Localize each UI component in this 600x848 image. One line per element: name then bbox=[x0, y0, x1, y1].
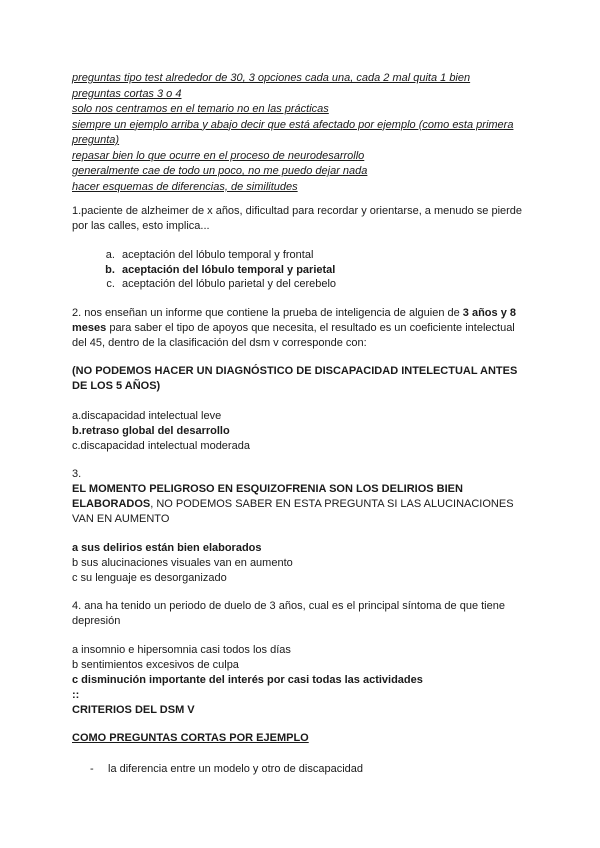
question-4-options bbox=[72, 643, 532, 718]
question-4-option-a: a insomnio e hipersomnia casi todos los días bbox=[72, 644, 291, 656]
question-2-note: (NO PODEMOS HACER UN DIAGNÓSTICO DE DISCAPACIDAD INTELECTUAL ANTES DE LOS 5 AÑOS) bbox=[72, 365, 518, 392]
note-line: preguntas cortas 3 o 4 bbox=[72, 87, 182, 100]
note-line: preguntas tipo test alrededor de 30, 3 opciones cada una, cada 2 mal quita 1 bien bbox=[72, 72, 471, 84]
question-3-option-b: b sus alucinaciones visuales van en aumento bbox=[72, 557, 293, 569]
question-3-note-bold: EL MOMENTO PELIGROSO EN ESQUIZOFRENIA SON LOS DELIRIOS BIEN ELABORADOS bbox=[72, 483, 463, 510]
short-questions-list bbox=[72, 762, 532, 777]
note-line: solo nos centramos en el temario no en las prácticas bbox=[72, 103, 329, 115]
question-1-option-c: c. aceptación del lóbulo parietal y del cerebelo bbox=[118, 277, 532, 292]
note-line: pregunta) bbox=[72, 134, 120, 146]
question-2-age: 3 años y 8 meses bbox=[72, 307, 516, 334]
question-2-options bbox=[72, 409, 532, 454]
short-question-item: - la diferencia entre un modelo y otro de discapacidad bbox=[90, 762, 532, 777]
question-4-option-c: c disminución importante del interés por casi todas las actividades bbox=[72, 674, 423, 686]
study-notes bbox=[72, 71, 542, 195]
question-2-option-b: b.retraso global del desarrollo bbox=[72, 425, 230, 437]
question-4-criteria: CRITERIOS DEL DSM V bbox=[72, 704, 195, 716]
question-1-option-a: a. aceptación del lóbulo temporal y frontal bbox=[118, 248, 532, 263]
short-questions-heading: COMO PREGUNTAS CORTAS POR EJEMPLO bbox=[72, 732, 309, 744]
question-4-marker: :: bbox=[72, 689, 80, 701]
question-2-text-end: para saber el tipo de apoyos que necesita, el resultado es un coeficiente intelectual del 45, dentro de la clasificación del dsm v corresponde con: bbox=[72, 322, 515, 349]
note-line: hacer esquemas de diferencias, de similitudes bbox=[72, 180, 298, 193]
question-2-text-start: 2. nos enseñan un informe que contiene la prueba de inteligencia de alguien de bbox=[72, 307, 463, 319]
note-line: generalmente cae de todo un poco, no me puedo dejar nada bbox=[72, 165, 368, 177]
question-1-text: 1.paciente de alzheimer de x años, dificultad para recordar y orientarse, a menudo se pierde por las calles, esto implica... bbox=[72, 205, 523, 232]
question-2-option-a: a.discapacidad intelectual leve bbox=[72, 410, 222, 422]
question-3-option-a: a sus delirios están bien elaborados bbox=[72, 542, 262, 554]
question-3-note bbox=[72, 482, 532, 527]
question-1-option-b: b. aceptación del lóbulo temporal y parietal bbox=[118, 263, 532, 278]
question-3-note-rest: , NO PODEMOS SABER EN ESTA PREGUNTA SI LAS ALUCINACIONES VAN EN AUMENTO bbox=[72, 498, 514, 525]
note-line: repasar bien lo que ocurre en el proceso de neurodesarrollo bbox=[72, 149, 365, 162]
question-4-text: 4. ana ha tenido un periodo de duelo de 3 años, cual es el principal síntoma de que tiene depresión bbox=[72, 600, 505, 627]
question-3-option-c: c su lenguaje es desorganizado bbox=[72, 572, 227, 584]
question-2-text bbox=[72, 306, 532, 351]
question-2-option-c: c.discapacidad intelectual moderada bbox=[72, 440, 250, 452]
note-line: siempre un ejemplo arriba y abajo decir que está afectado por ejemplo (como esta primera bbox=[72, 118, 514, 131]
question-3-options bbox=[72, 541, 532, 586]
question-4-option-b: b sentimientos excesivos de culpa bbox=[72, 659, 239, 671]
question-1-options bbox=[72, 248, 532, 292]
question-3-number: 3. bbox=[72, 468, 82, 480]
